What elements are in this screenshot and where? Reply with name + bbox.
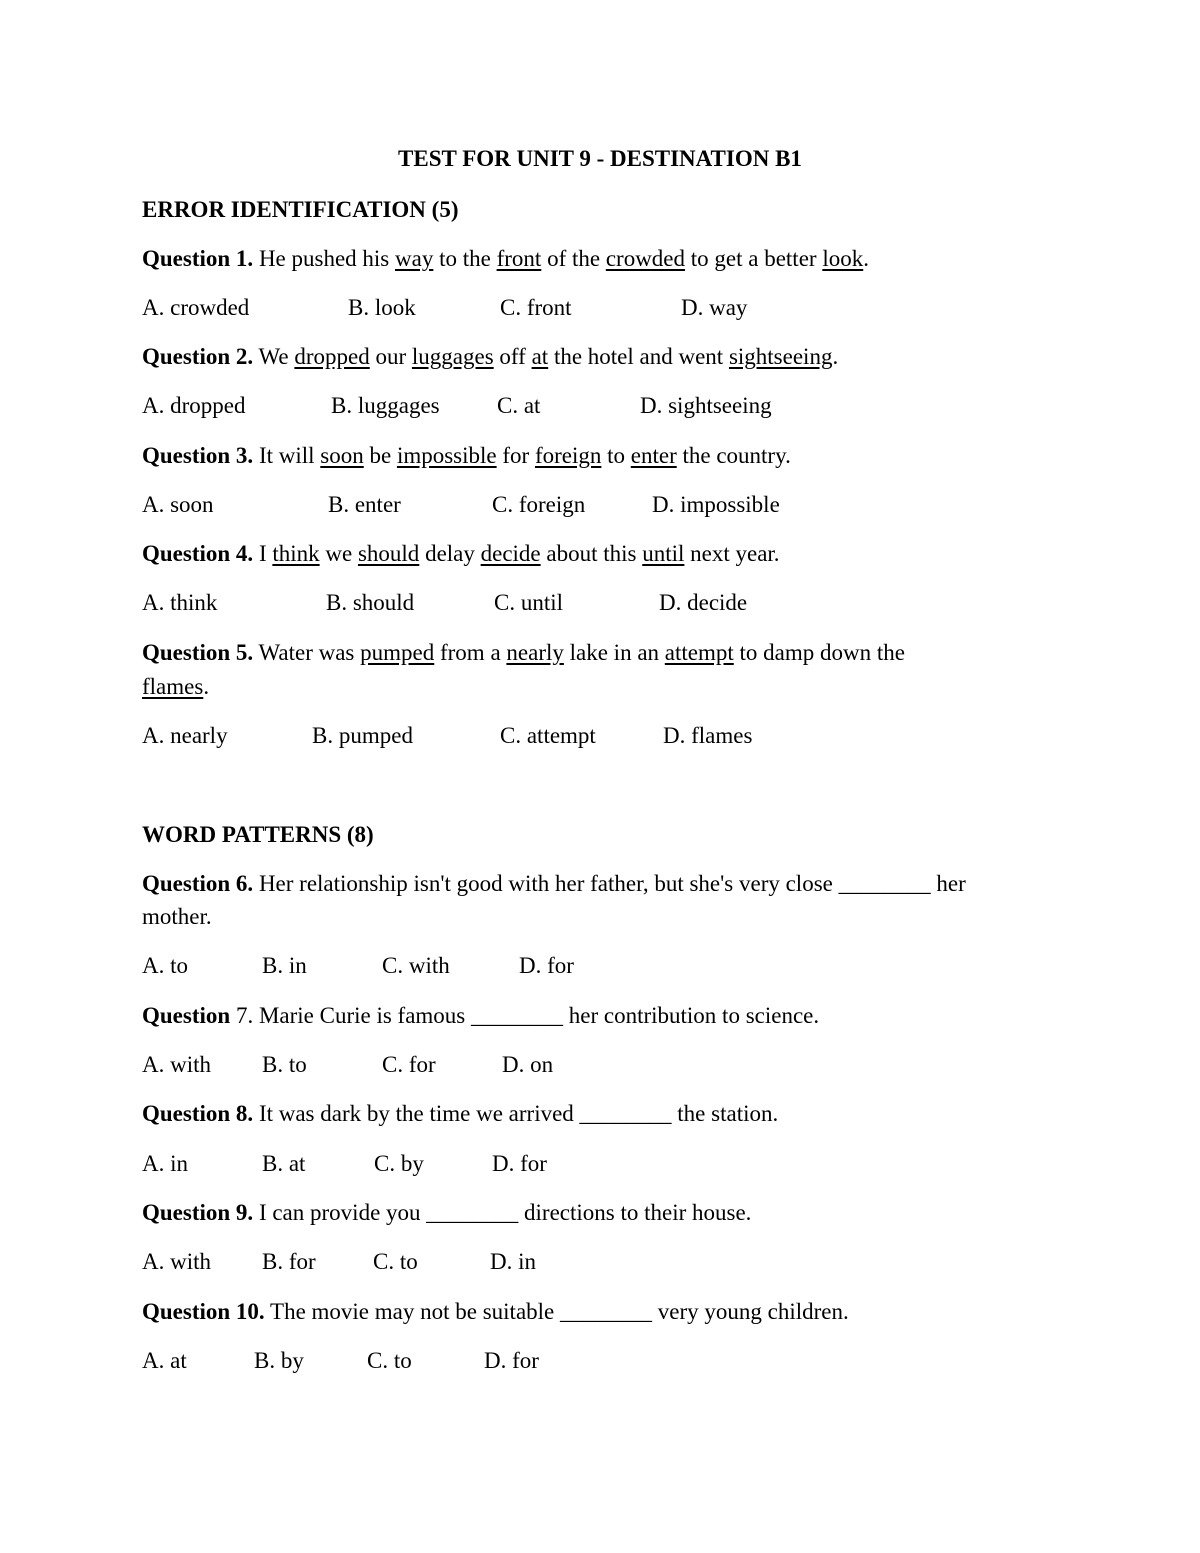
underlined-word: pumped [360, 640, 435, 665]
option-d: D. on [502, 1052, 554, 1077]
option-d: D. sightseeing [640, 393, 772, 418]
question-text: from a [434, 640, 507, 665]
question-text: Water was [253, 640, 361, 665]
option-b: B. pumped [312, 723, 413, 748]
option-d: D. decide [659, 590, 748, 615]
option-a: A. dropped [142, 393, 246, 418]
option-d: D. flames [663, 723, 753, 748]
option-b: B. for [262, 1249, 316, 1274]
option-c: C. until [494, 590, 564, 615]
page-title: TEST FOR UNIT 9 - DESTINATION B1 [398, 146, 802, 171]
option-c: C. foreign [492, 492, 586, 517]
question-text: delay [419, 541, 481, 566]
underlined-word: foreign [534, 443, 602, 468]
question-text: next year. [684, 541, 780, 566]
section-heading-error-identification: ERROR IDENTIFICATION (5) [142, 197, 459, 222]
question-text: . [203, 674, 210, 699]
underlined-word: crowded [605, 246, 686, 271]
question-10 [142, 1297, 1062, 1327]
question-text: to the [433, 246, 497, 271]
question-9 [142, 1198, 1062, 1228]
question-text: for [496, 443, 535, 468]
option-a: A. with [142, 1052, 211, 1077]
option-a: A. crowded [142, 295, 250, 320]
options-question-9 [142, 1247, 1062, 1277]
options-question-7 [142, 1050, 1062, 1080]
question-text: Her relationship isn't good with her father, but she's very close ________ her [253, 871, 966, 896]
option-d: D. for [484, 1348, 539, 1373]
question-5-continued [142, 672, 1062, 702]
option-c: C. for [382, 1052, 436, 1077]
question-text: about this [540, 541, 643, 566]
question-text: It will [253, 443, 321, 468]
question-text: to [601, 443, 631, 468]
options-question-2 [142, 391, 1062, 421]
option-c: C. front [500, 295, 572, 320]
question-text: We [253, 344, 295, 369]
question-label: Question 4. [142, 541, 254, 566]
underlined-word: soon [320, 443, 364, 468]
options-question-6 [142, 951, 1062, 981]
question-text: . [863, 246, 869, 271]
option-b: B. to [262, 1052, 307, 1077]
question-text: our [369, 344, 412, 369]
question-number: 7. [230, 1003, 254, 1028]
question-3 [142, 441, 1062, 471]
question-5 [142, 638, 1062, 668]
underlined-word: look [822, 246, 864, 271]
options-question-4 [142, 588, 1062, 618]
question-6-continued [142, 902, 1062, 932]
option-c: C. to [373, 1249, 418, 1274]
question-text: I [253, 541, 273, 566]
question-text: to get a better [685, 246, 823, 271]
question-text: mother. [142, 904, 212, 929]
option-a: A. nearly [142, 723, 228, 748]
option-b: B. by [254, 1348, 304, 1373]
option-d: D. for [519, 953, 574, 978]
underlined-word: flames [142, 674, 204, 699]
option-a: A. at [142, 1348, 187, 1373]
option-a: A. soon [142, 492, 214, 517]
option-a: A. to [142, 953, 188, 978]
question-text: we [319, 541, 358, 566]
question-label: Question 10. [142, 1299, 265, 1324]
option-a: A. in [142, 1151, 188, 1176]
underlined-word: luggages [411, 344, 494, 369]
underlined-word: at [531, 344, 549, 369]
option-d: D. way [681, 295, 748, 320]
question-text: It was dark by the time we arrived ________ the station. [253, 1101, 779, 1126]
question-label: Question 6. [142, 871, 254, 896]
question-text: Marie Curie is famous ________ her contribution to science. [253, 1003, 820, 1028]
options-question-1 [142, 293, 1062, 323]
option-b: B. luggages [331, 393, 440, 418]
option-b: B. in [262, 953, 307, 978]
question-text: lake in an [563, 640, 665, 665]
option-b: B. enter [328, 492, 401, 517]
underlined-word: until [642, 541, 685, 566]
underlined-word: front [496, 246, 542, 271]
question-7 [142, 1001, 1062, 1031]
option-d: D. for [492, 1151, 547, 1176]
option-c: C. at [497, 393, 541, 418]
question-text: . [832, 344, 839, 369]
options-question-10 [142, 1346, 1062, 1376]
underlined-word: nearly [506, 640, 564, 665]
question-label: Question 1. [142, 246, 254, 271]
underlined-word: sightseeing [728, 344, 833, 369]
question-6 [142, 869, 1062, 899]
question-text: to damp down the [733, 640, 905, 665]
question-text: be [363, 443, 397, 468]
option-a: A. with [142, 1249, 211, 1274]
underlined-word: should [357, 541, 420, 566]
question-text: the hotel and went [548, 344, 729, 369]
underlined-word: way [395, 246, 434, 271]
underlined-word: attempt [664, 640, 734, 665]
question-2 [142, 342, 1062, 372]
option-a: A. think [142, 590, 218, 615]
question-label: Question 3. [142, 443, 254, 468]
underlined-word: think [272, 541, 320, 566]
question-label: Question 5. [142, 640, 254, 665]
question-text: He pushed his [253, 246, 396, 271]
option-b: B. should [326, 590, 415, 615]
question-text: I can provide you ________ directions to their house. [253, 1200, 752, 1225]
option-c: C. with [382, 953, 450, 978]
question-label: Question 2. [142, 344, 254, 369]
question-label: Question [142, 1003, 231, 1028]
underlined-word: decide [480, 541, 541, 566]
underlined-word: dropped [294, 344, 370, 369]
options-question-8 [142, 1149, 1062, 1179]
option-c: C. to [367, 1348, 412, 1373]
options-question-5 [142, 721, 1062, 751]
option-c: C. by [374, 1151, 424, 1176]
section-heading-word-patterns: WORD PATTERNS (8) [142, 822, 374, 847]
question-text: of the [541, 246, 606, 271]
option-d: D. impossible [652, 492, 780, 517]
underlined-word: impossible [396, 443, 497, 468]
underlined-word: enter [630, 443, 677, 468]
question-4 [142, 539, 1062, 569]
question-text: off [493, 344, 532, 369]
option-d: D. in [490, 1249, 536, 1274]
option-c: C. attempt [500, 723, 596, 748]
options-question-3 [142, 490, 1062, 520]
question-1 [142, 244, 1062, 274]
question-text: the country. [676, 443, 791, 468]
question-label: Question 9. [142, 1200, 254, 1225]
question-8 [142, 1099, 1062, 1129]
question-text: The movie may not be suitable ________ very young children. [264, 1299, 849, 1324]
option-b: B. at [262, 1151, 306, 1176]
option-b: B. look [348, 295, 416, 320]
question-label: Question 8. [142, 1101, 254, 1126]
